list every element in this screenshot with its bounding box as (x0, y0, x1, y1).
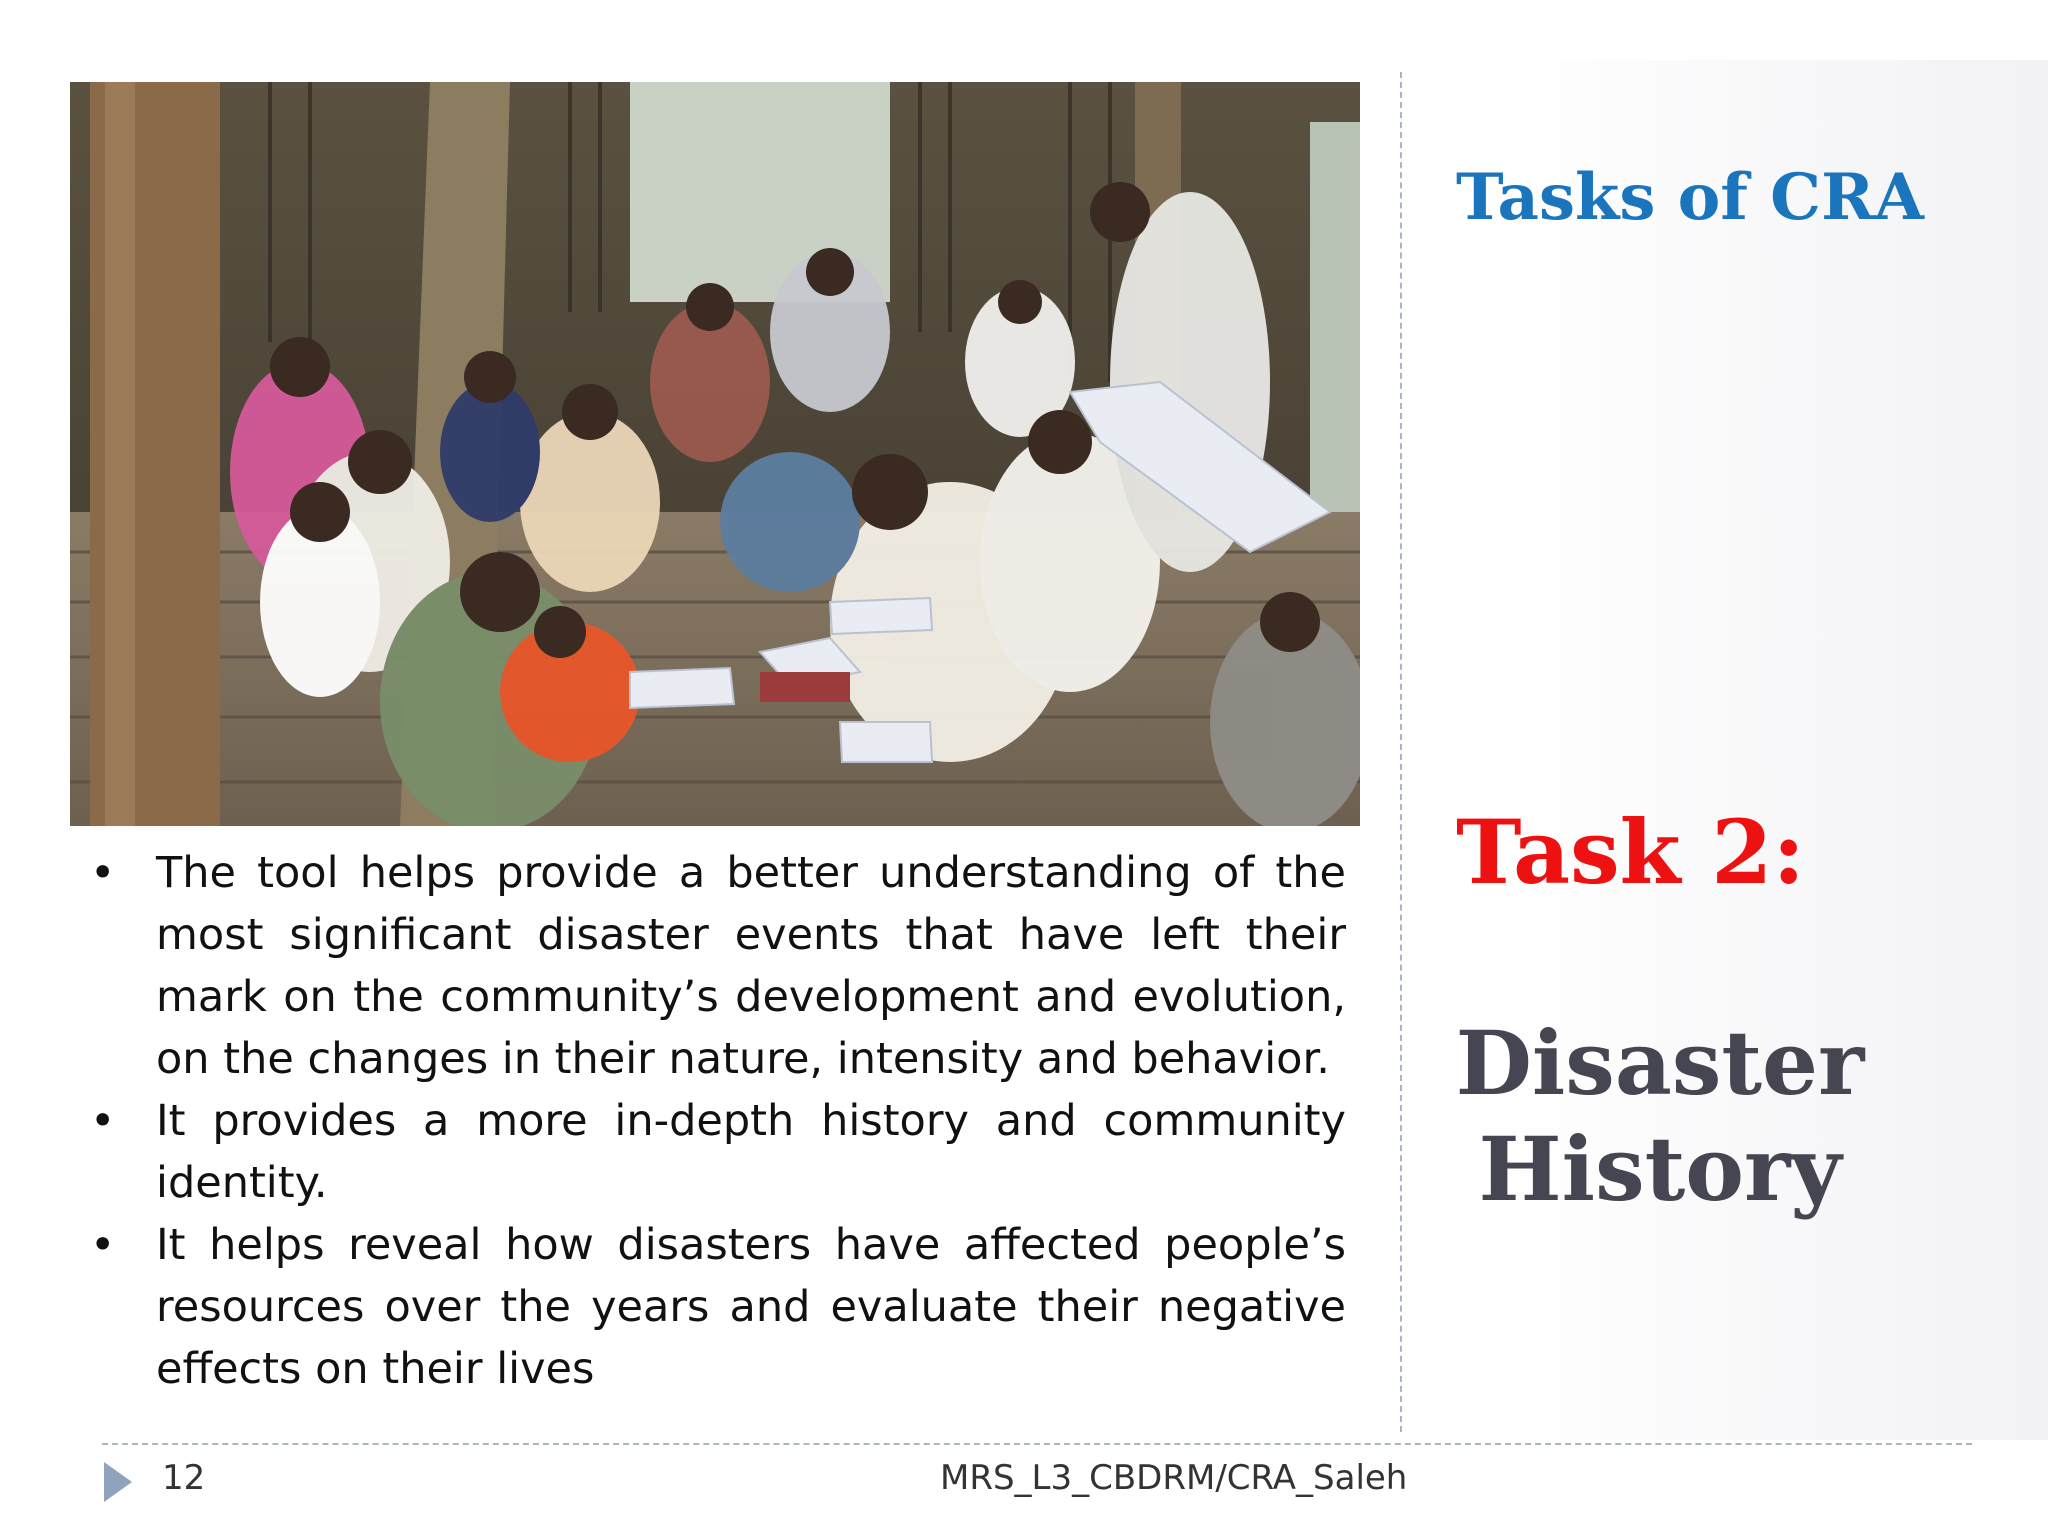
bullet-text-3: It helps reveal how disasters have affected people’s resources over the years and evaluate their negative effects on their lives (156, 1220, 1346, 1394)
footer-divider (102, 1443, 1972, 1445)
footer-text: MRS_L3_CBDRM/CRA_Saleh (940, 1458, 1408, 1498)
community-meeting-photo (70, 82, 1360, 826)
bullet-item-1 (90, 842, 1346, 1090)
photo-illustration (70, 82, 1360, 826)
bullet-text-1: The tool helps provide a better understanding of the most significant disaster events that have left their mark on the community’s development and evolution, on the changes in their nature, intensity and behavior. (156, 848, 1346, 1084)
bullet-text-2: It provides a more in-depth history and community identity. (156, 1096, 1346, 1208)
bullet-dot: • (90, 1096, 116, 1146)
bullet-item-3 (90, 1214, 1346, 1400)
bullet-item-2 (90, 1090, 1346, 1214)
topic-line-2: History (1478, 1117, 1842, 1221)
task-label: Task 2: (1456, 800, 1805, 904)
triangle-arrow-icon (104, 1462, 132, 1502)
bullet-dot: • (90, 848, 116, 898)
right-panel-shade (1500, 60, 2048, 1440)
vertical-divider (1400, 72, 1402, 1432)
bullet-list (90, 842, 1346, 1400)
topic-line-1: Disaster (1455, 1011, 1865, 1115)
bullet-dot: • (90, 1220, 116, 1270)
slide-title: Tasks of CRA (1456, 160, 1924, 235)
task-topic (1440, 1010, 1880, 1222)
page-number: 12 (162, 1458, 206, 1498)
